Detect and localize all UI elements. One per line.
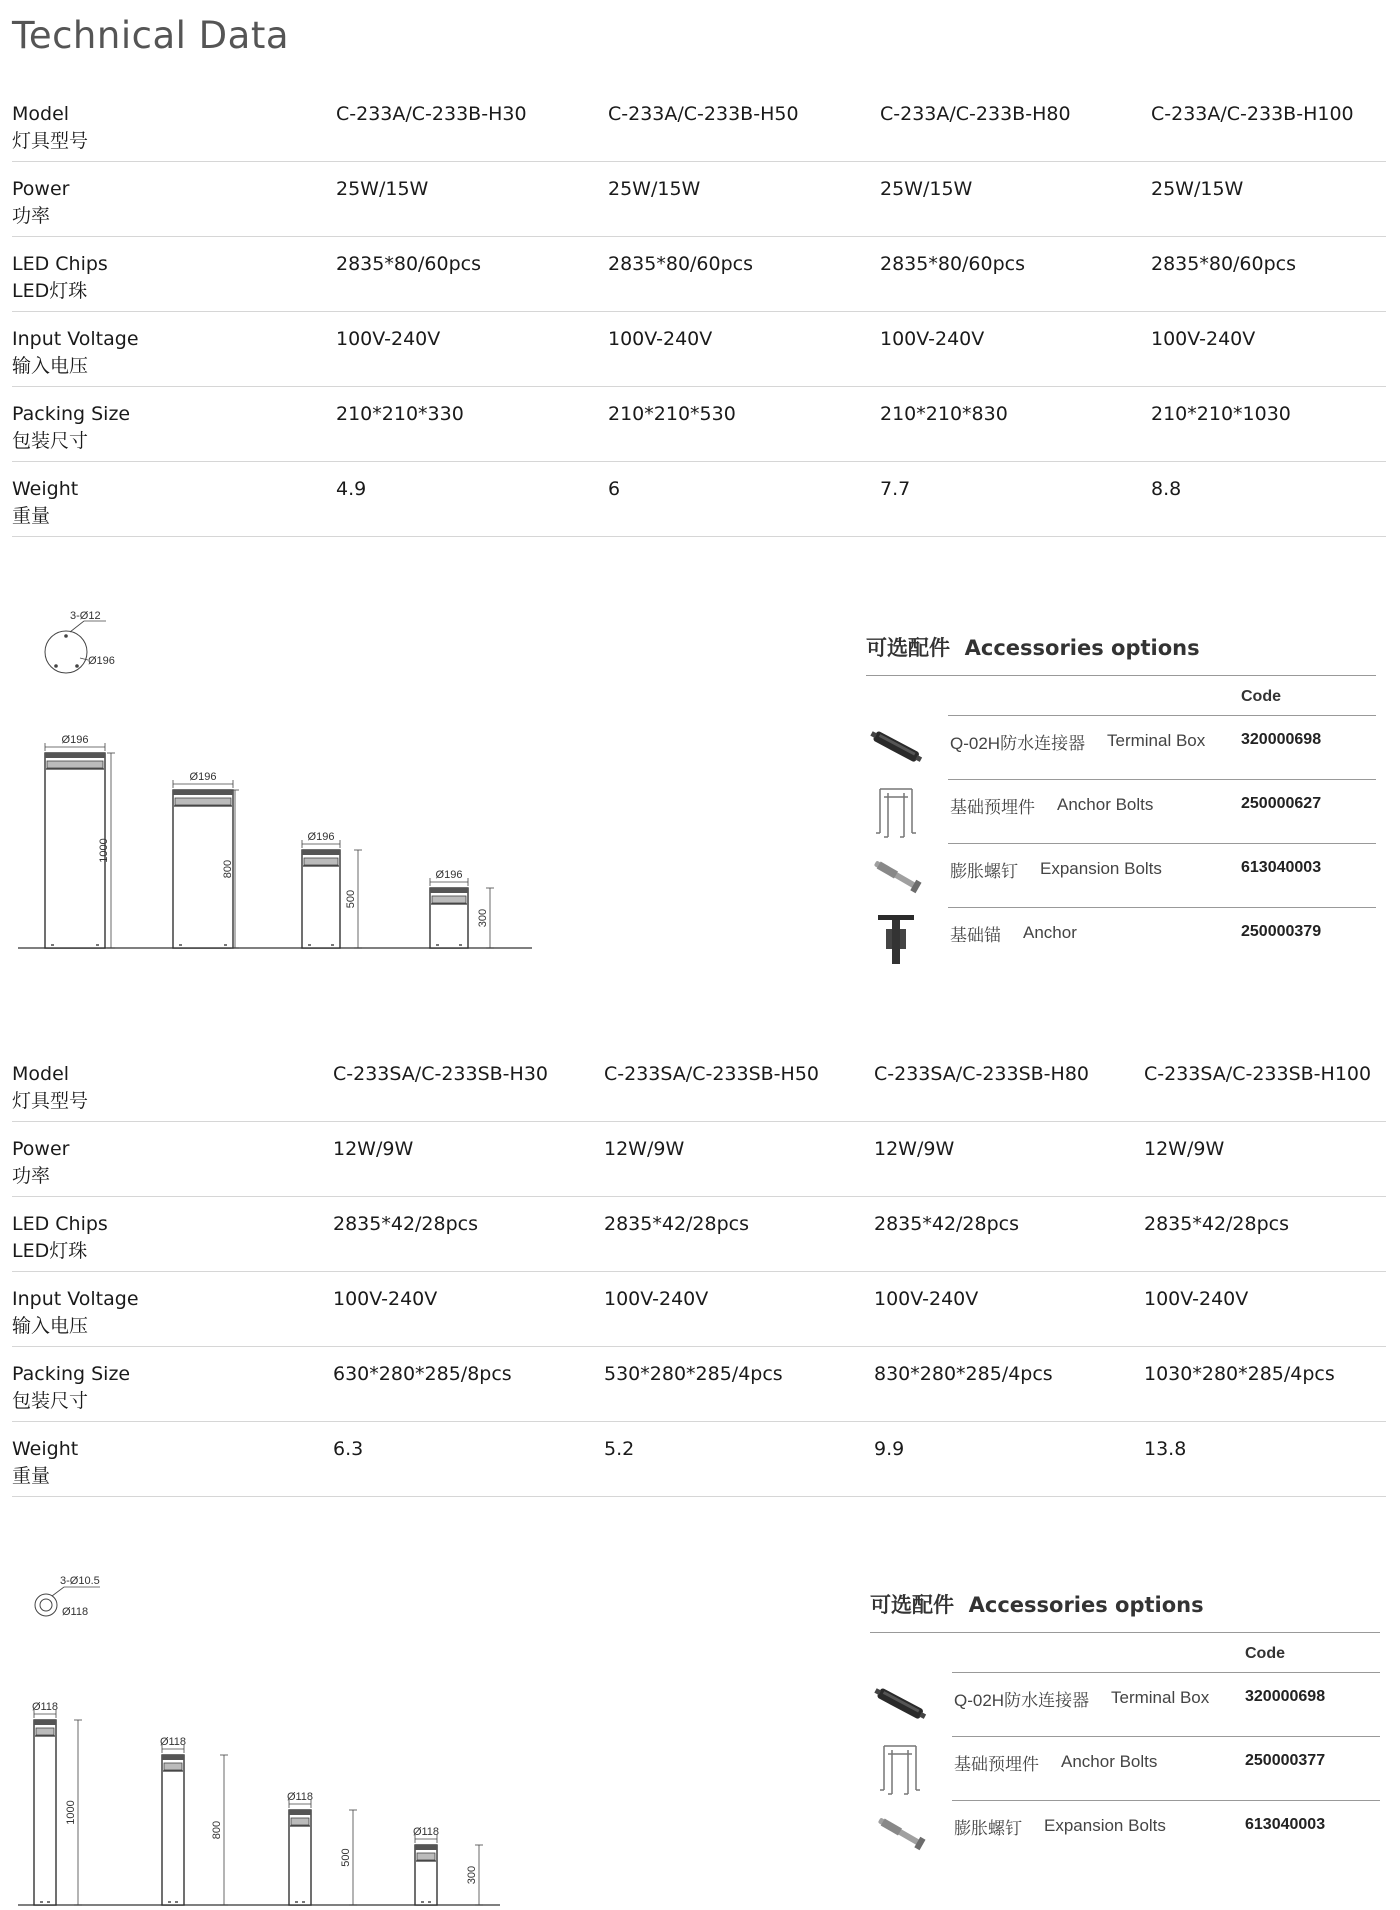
bollard-light-window: [47, 761, 103, 768]
spec-value: 12W/9W: [1144, 1138, 1225, 1160]
anchor-bolts-icon: [870, 1740, 930, 1796]
row-divider: [948, 779, 1376, 780]
accessory-row: [870, 1672, 1380, 1736]
spec-value: 830*280*285/4pcs: [874, 1363, 1053, 1385]
spec-value: 100V-240V: [336, 328, 441, 350]
spec-label-en: Model: [12, 103, 70, 125]
accessory-name-en: Expansion Bolts: [1044, 1816, 1166, 1835]
spec-value: 100V-240V: [608, 328, 713, 350]
accessory-row: [866, 907, 1376, 971]
bollard-light-window: [175, 798, 231, 805]
accessory-name-cn: 膨胀螺钉: [954, 1819, 1022, 1838]
spec-value: 630*280*285/8pcs: [333, 1363, 512, 1385]
anchor-icon: [866, 911, 926, 967]
accessories-divider: [866, 675, 1376, 676]
accessory-name-cn: 基础预埋件: [954, 1755, 1039, 1774]
spec-value: 530*280*285/4pcs: [604, 1363, 783, 1385]
spec-value: 210*210*1030: [1151, 403, 1291, 425]
spec-label-cn: 灯具型号: [12, 130, 89, 152]
base-circle-inner: [40, 1599, 52, 1611]
base-diameter-label: Ø118: [62, 1606, 89, 1618]
spec-value: 2835*42/28pcs: [604, 1213, 750, 1235]
accessories-title-cn: 可选配件: [870, 1593, 954, 1617]
spec-row-model: [12, 87, 1386, 162]
bollard-cap: [302, 850, 340, 855]
spec-value: 12W/9W: [874, 1138, 955, 1160]
accessories-divider: [870, 1632, 1380, 1633]
accessory-code: 250000377: [1245, 1752, 1326, 1769]
spec-value: 2835*80/60pcs: [880, 253, 1026, 275]
bollard-height-label: 500: [345, 889, 357, 909]
spec-value: 100V-240V: [880, 328, 985, 350]
bollard-dimension-drawing-1: [0, 600, 560, 960]
accessory-name-en: Terminal Box: [1107, 731, 1206, 750]
spec-label: [12, 326, 139, 380]
spec-label-en: LED Chips: [12, 253, 108, 275]
spec-value: 100V-240V: [1151, 328, 1256, 350]
base-hole-label: 3-Ø12: [70, 610, 101, 622]
bollard-drawing: [32, 1701, 82, 1905]
spec-row-voltage: [12, 312, 1386, 387]
spec-row-weight: [12, 462, 1386, 537]
spec-row-weight: [12, 1422, 1386, 1497]
accessory-code: 250000627: [1241, 795, 1322, 812]
spec-value: 210*210*330: [336, 403, 464, 425]
anchor-bolts-icon: [866, 783, 926, 839]
accessories-title-cn: 可选配件: [866, 636, 950, 660]
spec-label: [12, 1211, 108, 1265]
bollard-drawing: [413, 1826, 483, 1905]
spec-label: [12, 1361, 130, 1415]
bollard-height-label: 800: [222, 859, 234, 879]
accessory-code: 320000698: [1241, 731, 1322, 748]
spec-value: 100V-240V: [874, 1288, 979, 1310]
bollard-height-label: 300: [477, 908, 489, 928]
spec-value: 2835*80/60pcs: [1151, 253, 1297, 275]
expansion-bolt-icon: [866, 847, 926, 903]
bollard-height-label: 500: [340, 1848, 352, 1867]
spec-value: C-233SA/C-233SB-H100: [1144, 1063, 1372, 1085]
spec-label-cn: LED灯珠: [12, 280, 88, 302]
spec-label-en: Input Voltage: [12, 1288, 139, 1310]
spec-value: 12W/9W: [604, 1138, 685, 1160]
base-hole-label: 3-Ø10.5: [60, 1575, 100, 1587]
spec-value: 25W/15W: [608, 178, 701, 200]
bollard-drawing: [173, 771, 239, 948]
spec-label: [12, 476, 78, 530]
spec-label-en: Weight: [12, 1438, 79, 1460]
bollard-body: [45, 753, 105, 948]
bollard-cap: [430, 888, 468, 893]
spec-value: C-233SA/C-233SB-H50: [604, 1063, 820, 1085]
bollard-cap: [173, 790, 233, 795]
spec-label-cn: 重量: [12, 505, 51, 527]
spec-label-en: Packing Size: [12, 403, 131, 425]
spec-label: [12, 1136, 69, 1190]
base-plan-view: [45, 610, 115, 673]
base-hole: [54, 664, 58, 668]
spec-value: 6: [608, 478, 621, 500]
spec-label-cn: 功率: [12, 205, 51, 227]
accessory-name-en: Anchor Bolts: [1057, 795, 1154, 814]
bollard-width-label: Ø118: [159, 1736, 187, 1748]
spec-table-1: [12, 87, 1386, 537]
accessories-title: [870, 1589, 1204, 1619]
spec-row-packing: [12, 1347, 1386, 1422]
base-plan-view: [35, 1575, 100, 1618]
bollard-drawing: [287, 1791, 357, 1905]
spec-value: 100V-240V: [333, 1288, 438, 1310]
spec-value: 4.9: [336, 478, 367, 500]
spec-row-packing: [12, 387, 1386, 462]
spec-row-power: [12, 1122, 1386, 1197]
accessory-name-en: Anchor Bolts: [1061, 1752, 1158, 1771]
spec-value: C-233SA/C-233SB-H80: [874, 1063, 1090, 1085]
row-divider: [952, 1736, 1380, 1737]
spec-label: [12, 401, 130, 455]
terminal-box-icon: [870, 1676, 930, 1732]
spec-label: [12, 1061, 88, 1115]
spec-label-cn: 输入电压: [12, 1315, 89, 1337]
base-hole: [75, 664, 79, 668]
spec-value: 13.8: [1144, 1438, 1187, 1460]
bollard-width-label: Ø196: [307, 831, 335, 843]
bollard-drawing: [430, 869, 494, 948]
bollard-light-window: [291, 1818, 309, 1825]
spec-label: [12, 176, 69, 230]
expansion-bolt-icon: [870, 1804, 930, 1860]
row-divider: [948, 843, 1376, 844]
spec-value: 8.8: [1151, 478, 1182, 500]
spec-value: 2835*80/60pcs: [336, 253, 482, 275]
spec-value: 9.9: [874, 1438, 905, 1460]
spec-label-cn: 包装尺寸: [12, 430, 89, 452]
bollard-width-label: Ø196: [61, 734, 89, 746]
accessory-code: 613040003: [1241, 859, 1322, 876]
bollard-height-label: 800: [211, 1820, 223, 1840]
spec-row-voltage: [12, 1272, 1386, 1347]
bollard-cap: [415, 1845, 437, 1850]
row-divider: [952, 1800, 1380, 1801]
bollard-height-label: 1000: [65, 1800, 77, 1825]
spec-value: 25W/15W: [336, 178, 429, 200]
spec-label-en: Power: [12, 1138, 70, 1160]
bollard-width-label: Ø118: [31, 1701, 59, 1713]
spec-row-led: [12, 237, 1386, 312]
spec-label-cn: LED灯珠: [12, 1240, 88, 1262]
spec-value: C-233A/C-233B-H80: [880, 103, 1071, 125]
accessories-section-1: [866, 632, 1376, 962]
spec-value: C-233A/C-233B-H50: [608, 103, 799, 125]
accessory-code: 613040003: [1245, 1816, 1326, 1833]
spec-value: 6.3: [333, 1438, 364, 1460]
bollard-cap: [289, 1810, 311, 1815]
spec-label-en: LED Chips: [12, 1213, 108, 1235]
spec-label: [12, 1436, 78, 1490]
accessories-code-header: Code: [1241, 688, 1281, 705]
bollard-height-label: 1000: [98, 838, 110, 863]
bollard-height-label: 300: [466, 1865, 478, 1885]
spec-value: C-233A/C-233B-H30: [336, 103, 527, 125]
bollard-light-window: [432, 896, 466, 903]
spec-value: 2835*42/28pcs: [874, 1213, 1020, 1235]
bollard-light-window: [417, 1853, 435, 1860]
accessory-name-en: Anchor: [1023, 923, 1077, 942]
accessory-name-en: Terminal Box: [1111, 1688, 1210, 1707]
spec-row-model: [12, 1047, 1386, 1122]
base-hole: [64, 634, 68, 638]
bollard-width-label: Ø118: [412, 1826, 440, 1838]
accessory-name-cn: 膨胀螺钉: [950, 862, 1018, 881]
spec-value: 2835*80/60pcs: [608, 253, 754, 275]
bollard-width-label: Ø196: [435, 869, 463, 881]
accessory-code: 320000698: [1245, 1688, 1326, 1705]
accessory-name-cn: Q-02H防水连接器: [954, 1691, 1090, 1710]
bollard-light-window: [164, 1763, 182, 1770]
bollard-dimension-drawing-2: [0, 1565, 560, 1910]
accessory-row: [870, 1800, 1380, 1864]
spec-label-cn: 功率: [12, 1165, 51, 1187]
spec-label-cn: 重量: [12, 1465, 51, 1487]
spec-value: 2835*42/28pcs: [1144, 1213, 1290, 1235]
bollard-cap: [34, 1720, 56, 1725]
accessories-code-header: Code: [1245, 1645, 1285, 1662]
terminal-box-icon: [866, 719, 926, 775]
spec-value: 5.2: [604, 1438, 635, 1460]
bollard-width-label: Ø118: [286, 1791, 314, 1803]
spec-value: C-233SA/C-233SB-H30: [333, 1063, 549, 1085]
spec-label-cn: 包装尺寸: [12, 1390, 89, 1412]
spec-label: [12, 1286, 139, 1340]
accessory-row: [866, 779, 1376, 843]
accessories-section-2: [870, 1589, 1380, 1869]
spec-label-en: Model: [12, 1063, 70, 1085]
spec-row-led: [12, 1197, 1386, 1272]
accessory-row: [870, 1736, 1380, 1800]
bollard-drawing: [302, 831, 362, 948]
spec-label-en: Input Voltage: [12, 328, 139, 350]
bollard-body: [162, 1755, 184, 1905]
bollard-width-label: Ø196: [189, 771, 217, 783]
row-divider: [952, 1672, 1380, 1673]
row-divider: [948, 715, 1376, 716]
spec-label: [12, 251, 108, 305]
accessory-code: 250000379: [1241, 923, 1322, 940]
spec-value: 25W/15W: [1151, 178, 1244, 200]
spec-value: 2835*42/28pcs: [333, 1213, 479, 1235]
spec-label: [12, 101, 88, 155]
spec-row-power: [12, 162, 1386, 237]
accessory-name-en: Expansion Bolts: [1040, 859, 1162, 878]
row-divider: [948, 907, 1376, 908]
accessory-name-cn: Q-02H防水连接器: [950, 734, 1086, 753]
spec-value: 210*210*830: [880, 403, 1008, 425]
spec-label-cn: 输入电压: [12, 355, 89, 377]
accessory-row: [866, 843, 1376, 907]
base-diameter-label: Ø196: [88, 655, 115, 667]
spec-label-en: Power: [12, 178, 70, 200]
spec-value: 12W/9W: [333, 1138, 414, 1160]
accessories-title-en: Accessories options: [964, 636, 1200, 660]
accessory-name-cn: 基础锚: [950, 926, 1001, 945]
spec-value: 210*210*530: [608, 403, 736, 425]
bollard-drawing: [160, 1736, 228, 1905]
bollard-body: [34, 1720, 56, 1905]
base-circle: [35, 1594, 57, 1616]
spec-value: 100V-240V: [604, 1288, 709, 1310]
spec-value: 7.7: [880, 478, 911, 500]
bollard-drawing: [45, 734, 115, 948]
spec-label-cn: 灯具型号: [12, 1090, 89, 1112]
spec-value: 100V-240V: [1144, 1288, 1249, 1310]
accessories-title-en: Accessories options: [968, 1593, 1204, 1617]
spec-value: 1030*280*285/4pcs: [1144, 1363, 1335, 1385]
spec-label-en: Weight: [12, 478, 79, 500]
bollard-light-window: [304, 858, 338, 865]
page-title: Technical Data: [12, 14, 290, 57]
bollard-cap: [162, 1755, 184, 1760]
spec-table-2: [12, 1047, 1386, 1497]
accessory-row: [866, 715, 1376, 779]
accessory-name-cn: 基础预埋件: [950, 798, 1035, 817]
bollard-light-window: [36, 1728, 54, 1735]
spec-value: C-233A/C-233B-H100: [1151, 103, 1354, 125]
accessories-title: [866, 632, 1200, 662]
bollard-cap: [45, 753, 105, 758]
spec-value: 25W/15W: [880, 178, 973, 200]
spec-label-en: Packing Size: [12, 1363, 131, 1385]
